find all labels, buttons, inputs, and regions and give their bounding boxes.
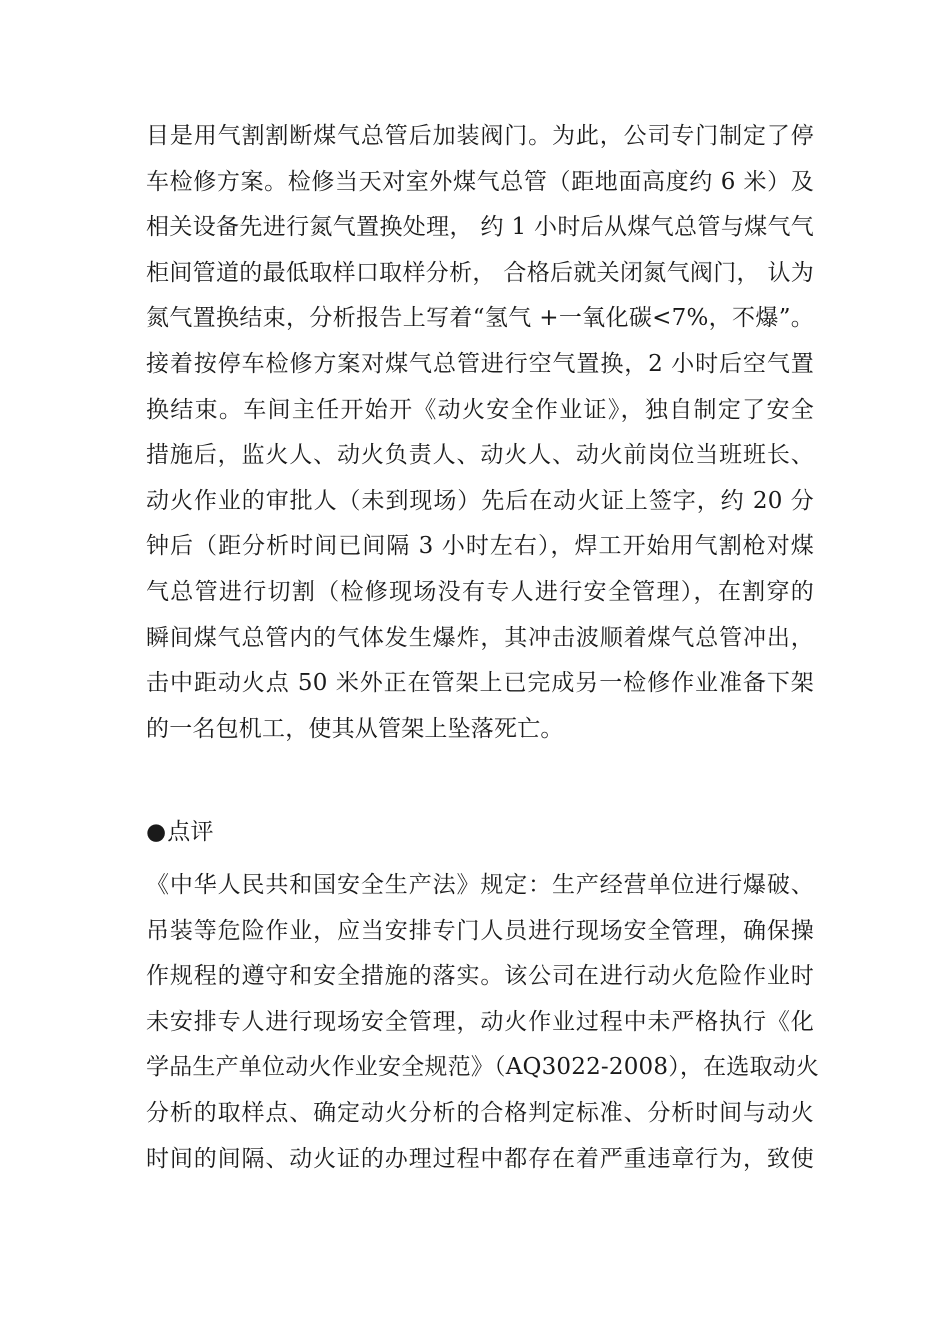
narrative-line: 动火作业的审批人（未到现场）先后在动火证上签字，约 20 分 [146,487,814,514]
narrative-line: 相关设备先进行氮气置换处理， 约 1 小时后从煤气总管与煤气气 [146,214,814,241]
narrative-line: 的一名包机工，使其从管架上坠落死亡。 [146,715,564,742]
comment-heading [146,810,814,856]
review-line: 分析的取样点、确定动火分析的合格判定标准、分析时间与动火 [146,1099,814,1126]
review-line: 未安排专人进行现场安全管理，动火作业过程中未严格执行《化 [146,1008,814,1035]
review-line: 学品生产单位动火作业安全规范》（AQ3022-2008），在选取动火 [146,1054,820,1081]
narrative-line: 接着按停车检修方案对煤气总管进行空气置换，2 小时后空气置 [146,350,814,377]
narrative-line: 气总管进行切割（检修现场没有专人进行安全管理），在割穿的 [146,578,814,605]
narrative-line: 目是用气割割断煤气总管后加装阀门。为此，公司专门制定了停 [146,123,814,149]
review-line: 吊装等危险作业，应当安排专门人员进行现场安全管理，确保操 [146,917,814,944]
comment-heading-text: 点评 [167,819,214,845]
narrative-line: 击中距动火点 50 米外正在管架上已完成另一检修作业准备下架 [146,670,814,697]
comment-heading-line [146,810,814,856]
review-line: 时间的间隔、动火证的办理过程中都存在着严重违章行为，致使 [146,1145,814,1172]
narrative-line: 氮气置换结束，分析报告上写着“氢气 +一氧化碳<7%，不爆”。 [146,305,814,332]
narrative-line: 措施后，监火人、动火负责人、动火人、动火前岗位当班班长、 [146,442,814,469]
review-line: 作规程的遵守和安全措施的落实。该公司在进行动火危险作业时 [146,963,814,990]
bullet-icon: ● [146,819,167,845]
review-line: 《中华人民共和国安全生产法》规定：生产经营单位进行爆破、 [146,872,814,898]
narrative-line: 车检修方案。检修当天对室外煤气总管（距地面高度约 6 米）及 [146,168,814,195]
review-paragraph [146,863,820,1182]
narrative-paragraph [146,114,814,752]
narrative-line: 瞬间煤气总管内的气体发生爆炸，其冲击波顺着煤气总管冲出， [146,624,814,651]
narrative-line: 换结束。车间主任开始开《动火安全作业证》，独自制定了安全 [146,396,814,423]
narrative-line: 钟后（距分析时间已间隔 3 小时左右），焊工开始用气割枪对煤 [146,533,814,560]
narrative-line: 柜间管道的最低取样口取样分析， 合格后就关闭氮气阀门， 认为 [146,259,814,286]
